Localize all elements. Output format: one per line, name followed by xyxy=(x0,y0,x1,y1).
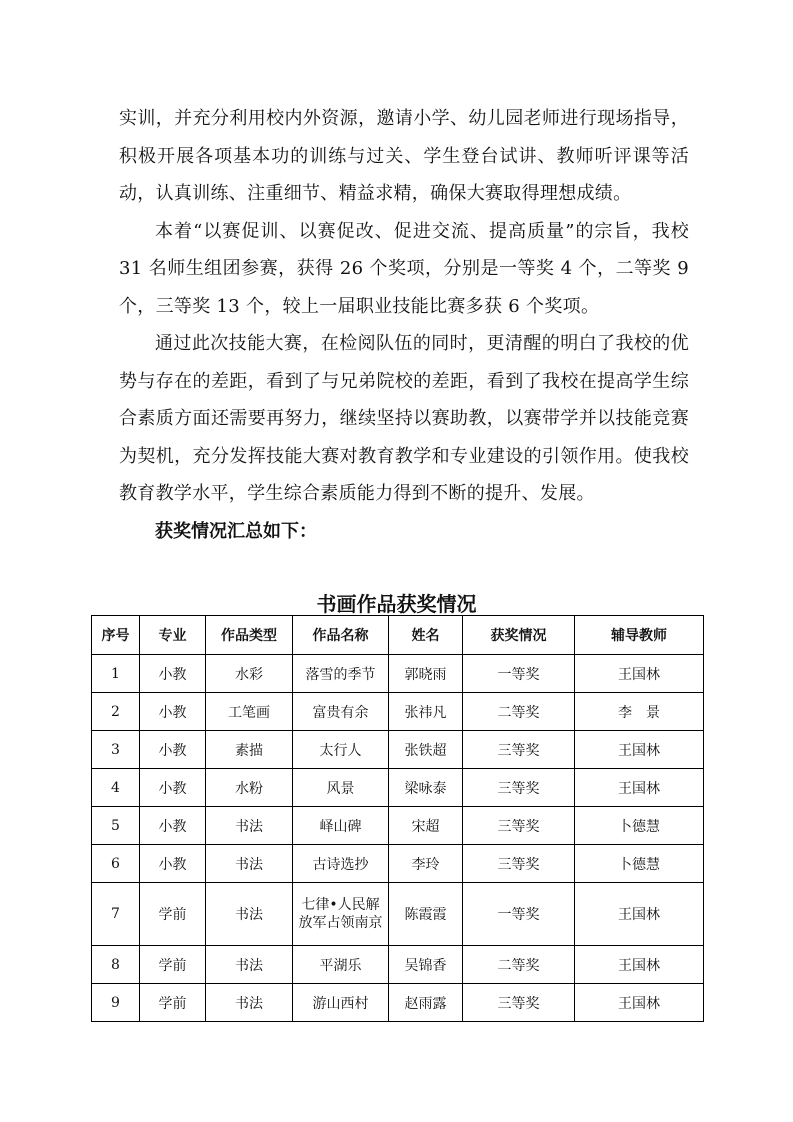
cell-major: 小教 xyxy=(140,693,206,731)
cell-index: 3 xyxy=(92,731,140,769)
table-row xyxy=(92,946,704,984)
cell-work-title: 游山西村 xyxy=(293,984,389,1022)
header-cell: 获奖情况 xyxy=(463,616,575,655)
cell-award: 三等奖 xyxy=(463,807,575,845)
cell-work-title: 峄山碑 xyxy=(293,807,389,845)
cell-name: 赵雨露 xyxy=(389,984,463,1022)
paragraph: 实训，并充分利用校内外资源，邀请小学、幼儿园老师进行现场指导，积极开展各项基本功的训练与过关、学生登台试讲、教师听评课等活动，认真训练、注重细节、精益求精，确保大赛取得理想成绩。 xyxy=(119,108,689,204)
header-cell: 辅导教师 xyxy=(575,616,704,655)
cell-index: 7 xyxy=(92,883,140,946)
table-row xyxy=(92,655,704,693)
cell-work-title: 富贵有余 xyxy=(293,693,389,731)
cell-major: 小教 xyxy=(140,845,206,883)
cell-major: 小教 xyxy=(140,769,206,807)
table-row xyxy=(92,731,704,769)
cell-name: 陈霞霞 xyxy=(389,883,463,946)
cell-teacher: 王国林 xyxy=(575,984,704,1022)
summary-label: 获奖情况汇总如下： xyxy=(155,520,317,542)
cell-award: 一等奖 xyxy=(463,883,575,946)
document-body xyxy=(119,100,689,550)
cell-teacher: 王国林 xyxy=(575,731,704,769)
cell-name: 李玲 xyxy=(389,845,463,883)
paragraph: 本着“以赛促训、以赛促改、促进交流、提高质量”的宗旨，我校 31 名师生组团参赛，获得 26 个奖项，分别是一等奖 4 个，二等奖 9 个，三等奖 13 个，较上一届职业技能比赛多获 6 个奖项。 xyxy=(119,220,689,317)
awards-table xyxy=(91,615,704,1022)
cell-work-type: 素描 xyxy=(206,731,293,769)
table-row xyxy=(92,845,704,883)
cell-index: 4 xyxy=(92,769,140,807)
cell-teacher: 王国林 xyxy=(575,883,704,946)
cell-work-type: 书法 xyxy=(206,946,293,984)
cell-work-type: 书法 xyxy=(206,807,293,845)
cell-award: 三等奖 xyxy=(463,984,575,1022)
cell-award: 三等奖 xyxy=(463,845,575,883)
cell-major: 学前 xyxy=(140,984,206,1022)
cell-major: 小教 xyxy=(140,655,206,693)
table-row xyxy=(92,984,704,1022)
cell-work-type: 书法 xyxy=(206,883,293,946)
cell-index: 9 xyxy=(92,984,140,1022)
cell-name: 吴锦香 xyxy=(389,946,463,984)
cell-award: 三等奖 xyxy=(463,769,575,807)
cell-award: 一等奖 xyxy=(463,655,575,693)
table-row xyxy=(92,693,704,731)
cell-index: 6 xyxy=(92,845,140,883)
header-cell: 姓名 xyxy=(389,616,463,655)
cell-name: 宋超 xyxy=(389,807,463,845)
cell-major: 小教 xyxy=(140,807,206,845)
cell-major: 学前 xyxy=(140,883,206,946)
header-cell: 作品名称 xyxy=(293,616,389,655)
cell-name: 张铁超 xyxy=(389,731,463,769)
cell-teacher: 卜德慧 xyxy=(575,845,704,883)
cell-work-title: 风景 xyxy=(293,769,389,807)
cell-index: 1 xyxy=(92,655,140,693)
table-title: 书画作品获奖情况 xyxy=(316,592,477,616)
cell-major: 学前 xyxy=(140,946,206,984)
cell-work-title: 平湖乐 xyxy=(293,946,389,984)
table-row xyxy=(92,769,704,807)
cell-work-type: 水粉 xyxy=(206,769,293,807)
cell-name: 张祎凡 xyxy=(389,693,463,731)
table-row xyxy=(92,807,704,845)
cell-teacher: 王国林 xyxy=(575,946,704,984)
cell-teacher: 王国林 xyxy=(575,769,704,807)
cell-work-type: 书法 xyxy=(206,984,293,1022)
cell-work-title: 太行人 xyxy=(293,731,389,769)
cell-teacher: 王国林 xyxy=(575,655,704,693)
table-row xyxy=(92,883,704,946)
cell-work-title: 落雪的季节 xyxy=(293,655,389,693)
cell-index: 2 xyxy=(92,693,140,731)
cell-teacher: 李 景 xyxy=(575,693,704,731)
cell-award: 二等奖 xyxy=(463,693,575,731)
cell-name: 郭晓雨 xyxy=(389,655,463,693)
cell-award: 二等奖 xyxy=(463,946,575,984)
cell-work-title: 七律•人民解放军占领南京 xyxy=(293,883,389,946)
cell-award: 三等奖 xyxy=(463,731,575,769)
cell-work-type: 工笔画 xyxy=(206,693,293,731)
cell-index: 5 xyxy=(92,807,140,845)
cell-work-type: 水彩 xyxy=(206,655,293,693)
cell-teacher: 卜德慧 xyxy=(575,807,704,845)
cell-work-title: 古诗选抄 xyxy=(293,845,389,883)
cell-name: 梁咏泰 xyxy=(389,769,463,807)
cell-index: 8 xyxy=(92,946,140,984)
header-cell: 序号 xyxy=(92,616,140,655)
header-cell: 专业 xyxy=(140,616,206,655)
cell-work-type: 书法 xyxy=(206,845,293,883)
cell-major: 小教 xyxy=(140,731,206,769)
header-cell: 作品类型 xyxy=(206,616,293,655)
paragraph: 通过此次技能大赛，在检阅队伍的同时，更清醒的明白了我校的优势与存在的差距，看到了与兄弟院校的差距，看到了我校在提高学生综合素质方面还需要再努力，继续坚持以赛助教，以赛带学并以技能竞赛为契机，充分发挥技能大赛对教育教学和专业建设的引领作用。使我校教育教学水平，学生综合素质能力得到不断的提升、发展。 xyxy=(119,333,689,504)
table-header-row xyxy=(92,616,704,655)
